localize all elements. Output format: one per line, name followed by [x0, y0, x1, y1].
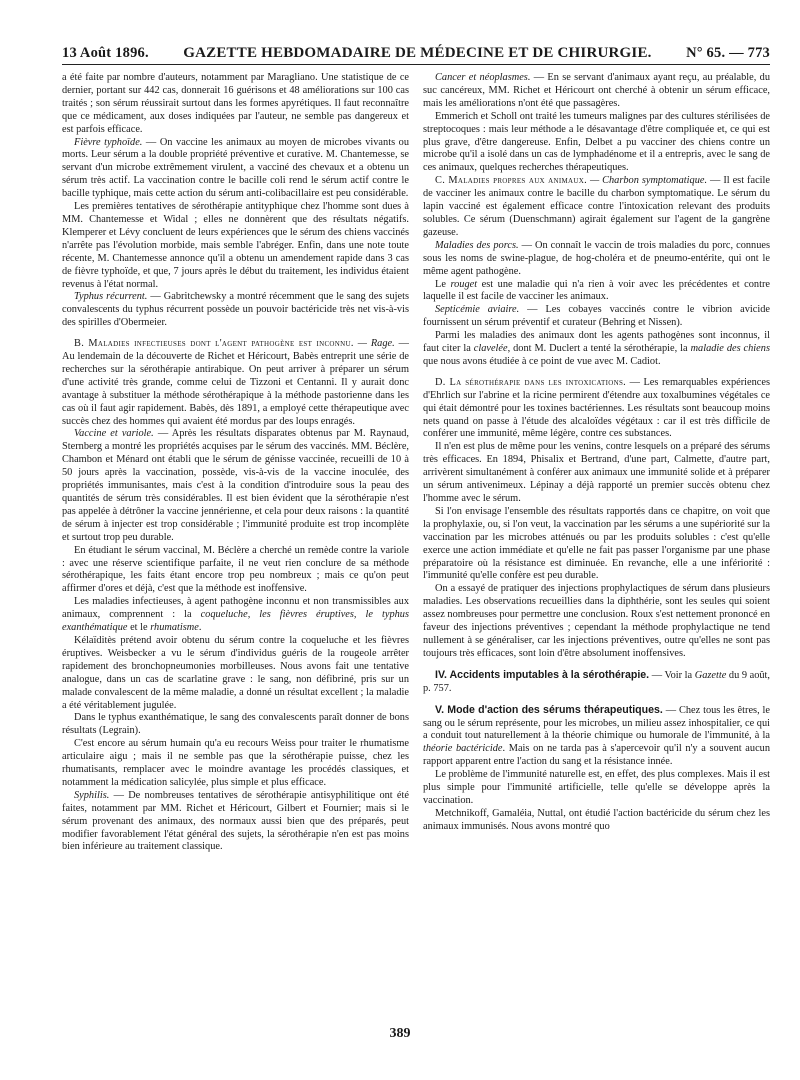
- paragraph: En étudiant le sérum vaccinal, M. Béclère a cherché un remède contre la variole : avec une réserve scientifique parfaite, il ne veut rien conclure de sa méthode sérothérapique, les faits étant encore trop peu nombreux ; mais ce qu'on peut affirmer d'ores et déjà, c'est que la méthode est inoffensive.: [62, 544, 409, 595]
- paragraph: Typhus récurrent. — Gabritchewsky a montré récemment que le sang des sujets convalescents du typhus récurrent possède un pouvoir bactéricide très net vis-à-vis des spirilles d'Obermeier.: [62, 291, 409, 329]
- page-number: 389: [389, 1026, 411, 1041]
- text-columns: [62, 72, 770, 1022]
- paragraph: Kélaïditès prétend avoir obtenu du sérum contre la coqueluche et les fièvres éruptives. Weisbecker a vu le sérum d'individus guéris de la rougeole arrêter rapidement des bronchopneumonies morbilleuses. Nous avons fait une tentative analogue, dans un cas de scarlatine grave : le sang, non défibriné, pris sur un malade convalescent de la même maladie, a donné un résultat excellent ; la maladie a été véritablement jugulée.: [62, 634, 409, 711]
- section-paragraph: B. Maladies infectieuses dont l'agent pathogène est inconnu. — Rage. — Au lendemain de la découverte de Richet et Héricourt, Babès entreprit une série de recherches sur la sérothérapie antirabique. On peut arriver à préparer un sérum d'une activité très grande, comme celui de Tizzoni et Centanni. Il y aurait donc avantage à substituer la méthode sérothérapique à la méthode pastorienne dans les cas où il faut agir rapidement. Babès, dès 1891, a employé cette thérapeutique avec succès chez des hommes qui avaient été mordus par des loups enragés.: [62, 338, 409, 427]
- paragraph: a été faite par nombre d'auteurs, notamment par Maragliano. Une statistique de ce dernier, portant sur 442 cas, donnerait 16 guérisons et 48 améliorations sur 100 cas traités ; son sérum réussirait surtout dans les formes apyrétiques. Il faut reconnaître que ce médicament, aux doses indiquées par l'auteur, ne semble pas dangereux et est parfois efficace.: [62, 72, 409, 135]
- right-column: [423, 72, 770, 1022]
- section-paragraph: IV. Accidents imputables à la sérothérapie. — Voir la Gazette du 9 août, p. 757.: [423, 668, 770, 694]
- section-heading: B. Maladies infectieuses dont l'agent pathogène est inconnu.: [74, 338, 354, 350]
- running-header: [62, 38, 770, 65]
- paragraph: Maladies des porcs. — On connaît le vaccin de trois maladies du porc, connues sous les noms de swine-plague, de hog-choléra et de pneumo-entérite, qui ont le même agent pathogène.: [423, 239, 770, 277]
- subsection-lead: — Charbon symptomatique.: [586, 175, 708, 187]
- paragraph: On a essayé de pratiquer des injections prophylactiques de sérum dans plusieurs maladies. Les observations recueillies dans la diphthérie, sont les seules qui soient assez nombreuses pour permettre une conclusion. Roux s'est nettement prononcé en faveur des injections préventives ; cependant la méthode prophylactique ne tend nullement à se généraliser, car les injections préventives, outre qu'elles ne sont pas toujours très efficaces, sont loin d'être absolument inoffensives.: [423, 583, 770, 659]
- section-heading: D. La sérothérapie dans les intoxications.: [435, 376, 627, 388]
- paragraph: Metchnikoff, Gamaléia, Nuttal, ont étudié l'action bactéricide du sérum chez les animaux immunisés. Nous avons montré quo: [423, 807, 770, 832]
- section-paragraph: C. Maladies propres aux animaux. — Charbon symptomatique. — Il est facile de vacciner les animaux contre le bacille du charbon symptomatique. Le sérum du lapin vacciné est également efficace contre l'intoxication relevant des produits solubles. Ce sérum (Duenschmann) agirait également sur l'agent de la gangrène gazeuse.: [423, 175, 770, 238]
- header-date: 13 Août 1896.: [62, 45, 149, 61]
- left-column: [62, 72, 409, 1022]
- section-heading: V. Mode d'action des sérums thérapeutiques.: [435, 703, 663, 716]
- paragraph: Vaccine et variole. — Après les résultats disparates obtenus par M. Raynaud, Sternberg a montré les propriétés acquises par le sérum des vaccinés. MM. Béclère, Chambon et Ménard ont établi que le sérum de génisse vaccinée, recueilli de 10 à 50 jours après la vaccination, possède, vis-à-vis de la vaccine inoculée, des propriétés immunisantes, mais c'est à la condition d'introduire sous la peau des quantités de sérum très considérables. Il est bien évident que la sérothérapie n'est pas appelée à détrôner la vaccine jennérienne, et cela pour deux raisons : la quantité de sérum à injecter est trop considérable ; l'immunité produite est trop incomplète et surtout trop peu durable.: [62, 428, 409, 543]
- paragraph-lead: Syphilis.: [74, 789, 110, 801]
- paragraph: Dans le typhus exanthématique, le sang des convalescents paraît donner de bons résultats (Legrain).: [62, 712, 409, 737]
- paragraph: Cancer et néoplasmes. — En se servant d'animaux ayant reçu, au préalable, du suc cancéreux, MM. Richet et Héricourt ont cherché à obtenir un sérum efficace, mais les améliorations n'ont été que passagères.: [423, 72, 770, 109]
- paragraph: Les maladies infectieuses, à agent pathogène inconnu et non transmissibles aux animaux, comprennent : la coqueluche, les fièvres éruptives, le typhus exanthématique et le rhumatisme.: [62, 596, 409, 634]
- paragraph: C'est encore au sérum humain qu'a eu recours Weiss pour traiter le rhumatisme articulaire aigu ; mais il ne semble pas que la sérothérapie puisse, chez les rhumatisants, remplacer avec le moindre avantage les procédés classiques, et notamment la médication salicylée, plus simple et plus efficace.: [62, 738, 409, 788]
- section-paragraph: D. La sérothérapie dans les intoxications. — Les remarquables expériences d'Ehrlich sur l'abrine et la ricine permirent d'étendre aux toxalbumines végétales ce qui était démontré pour les toxines bactériennes. Les résultats sont beaucoup moins nets quand on passe à l'étude des alcaloïdes végétaux : car il est très difficile de conférer une immunité, même légère, contre ces substances.: [423, 376, 770, 440]
- paragraph: Emmerich et Scholl ont traité les tumeurs malignes par des cultures stérilisées de streptocoques : mais leur méthode a le désavantage d'être compliquée et, ce qui est plus grave, d'être dangereuse. Enfin, Delbet a pu vacciner des chiens contre un microbe qu'il a isolé dans un cas de lymphadénome et il a entrepris, avec le sang de ces animaux, quelques recherches thérapeutiques.: [423, 110, 770, 174]
- paragraph: Parmi les maladies des animaux dont les agents pathogènes sont inconnus, il faut citer la clavelée, dont M. Duclert a tenté la sérothérapie, la maladie des chiens que nous avons étudiée à ce point de vue avec M. Cadiot.: [423, 330, 770, 367]
- paragraph: Septicémie aviaire. — Les cobayes vaccinés contre le vibrion avicide fournissent un sérum préventif et curateur (Behring et Nissen).: [423, 304, 770, 329]
- paragraph-lead: Fièvre typhoïde.: [74, 136, 143, 148]
- paragraph: Les premières tentatives de sérothérapie antityphique chez l'homme sont dues à MM. Chantemesse et Widal ; elles ne donnèrent que des résultats négatifs. Klemperer et Lévy concluent de leurs expériences que le sérum des chiens vaccinés n'arrête pas l'évolution morbide, mais semble l'abréger. Enfin, dans une note toute récente, M. Chantemesse annonce qu'il a obtenu un amendement rapide dans 3 cas de fièvre typhoïde, et que, 7 jours après le début du traitement, les individus étaient revenus à l'état normal.: [62, 201, 409, 290]
- header-issue-page: N° 65. — 773: [686, 45, 770, 61]
- paragraph: Le rouget est une maladie qui n'a rien à voir avec les précédentes et contre laquelle il est facile de vacciner les animaux.: [423, 278, 770, 303]
- paragraph-lead: Cancer et néoplasmes.: [435, 72, 531, 83]
- paragraph: Syphilis. — De nombreuses tentatives de sérothérapie antisyphilitique ont été faites, notamment par MM. Richet et Héricourt, Gilbert et Fournier; mais si le sérum provenant des animaux, des normaux aussi bien que des préparés, peut modifier favorablement l'état général des sujets, la sérothérapie n'en est pas moins bien inférieure au traitement classique.: [62, 789, 409, 853]
- subsection-lead: — Rage.: [353, 338, 395, 350]
- paragraph: Il n'en est plus de même pour les venins, contre lesquels on a préparé des sérums très efficaces. En 1894, Phisalix et Bertrand, d'une part, Calmette, d'autre part, arrivèrent simultanément à conférer aux animaux une immunité solide et à préparer un sérum antivenimeux. Lépinay a déjà rapporté un premier succès obtenu chez l'homme avec le sérum.: [423, 441, 770, 504]
- paragraph-lead: Vaccine et variole.: [74, 428, 154, 440]
- paragraph: Fièvre typhoïde. — On vaccine les animaux au moyen de microbes vivants ou morts. Leur sérum a la double propriété préventive et curative. M. Chantemesse, se servant d'un microbe extrêmement virulent, a vacciné des chevaux et a obtenu un sérum très actif. La vaccination contre le bacille coli rend le sérum actif contre le bacille typhique, mais cette action du sérum anti-colibacillaire est peu considérable.: [62, 136, 409, 200]
- paragraph: Le problème de l'immunité naturelle est, en effet, des plus complexes. Mais il est plus simple pour l'immunité artificielle, telle qu'elle se développe après la vaccination.: [423, 769, 770, 806]
- section-heading: C. Maladies propres aux animaux.: [435, 175, 587, 187]
- paragraph: Si l'on envisage l'ensemble des résultats rapportés dans ce chapitre, on voit que la prophylaxie, ou, si l'on veut, la vaccination par les sérums a une supériorité sur la vaccination par les microbes atténués ou par les produits solubles : c'est qu'elle exerce une action immédiate et qu'elle ne fait pas passer l'organisme par une phase préparatoire où la résistance est diminuée. En revanche, elle a une infériorité : l'immunité qu'elle confère est peu durable.: [423, 505, 770, 582]
- section-paragraph: V. Mode d'action des sérums thérapeutiques. — Chez tous les êtres, le sang ou le sérum représente, pour les microbes, un milieu assez inhospitalier, ce qui a conduit tout naturellement à la théorie chimique ou humorale de l'immunité, à la théorie bactéricide. Mais on ne tarda pas à s'apercevoir qu'il n'y a souvent aucun rapport apparent entre l'action du sang et la résistance innée.: [423, 703, 770, 768]
- paragraph-lead: Maladies des porcs.: [435, 239, 519, 251]
- header-journal-title: GAZETTE HEBDOMADAIRE DE MÉDECINE ET DE CHIRURGIE.: [183, 45, 652, 61]
- paragraph-lead: Septicémie aviaire.: [435, 304, 520, 316]
- section-heading: IV. Accidents imputables à la sérothérapie.: [435, 668, 650, 681]
- paragraph-lead: Typhus récurrent.: [74, 291, 148, 303]
